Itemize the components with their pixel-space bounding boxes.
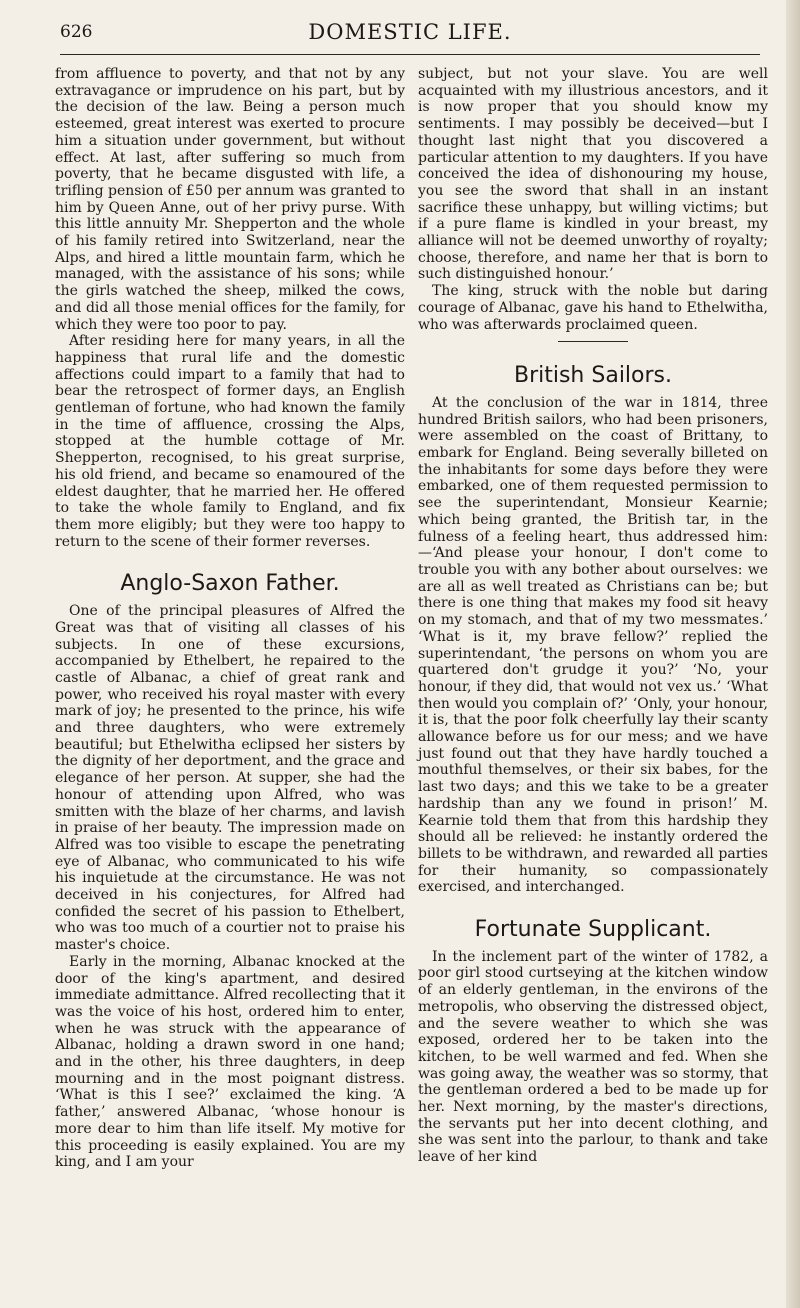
header-rule	[60, 54, 760, 55]
section-heading-british-sailors: British Sailors.	[513, 363, 673, 389]
page-number: 626	[60, 22, 93, 42]
paragraph: In the inclement part of the winter of 1782, a poor girl stood curtseying at the kitchen window of an elderly gentleman, in the environs of the metropolis, who observing the distressed object, and the severe weather to which she was exposed, ordered her to be taken into the kitchen, to be well warmed and fed. When she was going away, the weather was so stormy, that the gentleman ordered a bed to be made up for her. Next morning, by the master's directions, the servants put her into decent clothing, and she was sent into the parlour, to thank and take leave of her kind	[418, 948, 768, 1166]
paragraph: At the conclusion of the war in 1814, three hundred British sailors, who had been prisoners, were assembled on the coast of Brittany, to embark for England. Being severally billeted on the inhabitants for some days before they were embarked, one of them requested permission to see the superintendant, Monsieur Kearnie; which being granted, the British tar, in the fulness of a feeling heart, thus addressed him:—‘And please your honour, I don't come to trouble you with any bother about ourselves: we are all as well treated as Christians can be; but there is one thing that makes my food sit heavy on my stomach, and that of my two messmates.’ ‘What is it, my brave fellow?’ replied the superintendant, ‘the persons on whom you are quartered don't grudge it you?’ ‘No, your honour, if they did, that would not vex us.’ ‘What then would you complain of?’ ‘Only, your honour, it is, that the poor folk cheerfully lay their scanty allowance before us for our mess; and we have just found out that they have hardly touched a mouthful themselves, or their six babes, for the last two days; and this we take to be a greater hardship than any we found in prison!’ M. Kearnie told them that from this hardship they should all be relieved: he instantly ordered the billets to be withdrawn, and rewarded all parties for their humanity, so compassionately exercised, and interchanged.	[418, 394, 768, 896]
page-edge-shadow	[786, 0, 800, 1308]
section-heading-anglo-saxon-father: Anglo-Saxon Father.	[120, 571, 340, 597]
paragraph: subject, but not your slave. You are well acquainted with my illustrious ancestors, and it is now proper that you should know my sentiments. I may possibly be deceived—but I thought last night that you discovered a particular attention to my daughters. If you have conceived the idea of dishonouring my house, you see the sword that shall in an instant sacrifice these unhappy, but willing victims; but if a pure flame is kindled in your breast, my alliance will not be deemed unworthy of royalty; choose, therefore, and name her that is born to such distinguished honour.’	[418, 66, 768, 283]
right-column	[418, 66, 768, 1166]
paragraph: After residing here for many years, in all the happiness that rural life and the domestic affections could impart to a family that had to bear the retrospect of former days, an English gentleman of fortune, who had known the family in the time of affluence, crossing the Alps, stopped at the humble cottage of Mr. Shepperton, recognised, to his great surprise, his old friend, and became so enamoured of the eldest daughter, that he married her. He offered to take the whole family to England, and fix them more eligibly; but they were too happy to return to the scene of their former reverses.	[55, 333, 405, 550]
section-divider	[558, 341, 628, 342]
left-column	[55, 66, 405, 1171]
section-heading-fortunate-supplicant: Fortunate Supplicant.	[474, 917, 712, 943]
paragraph: The king, struck with the noble but daring courage of Albanac, gave his hand to Ethelwitha, who was afterwards proclaimed queen.	[418, 283, 768, 333]
paragraph: One of the principal pleasures of Alfred the Great was that of visiting all classes of his subjects. In one of these excursions, accompanied by Ethelbert, he repaired to the castle of Albanac, a chief of great rank and power, who received his royal master with every mark of joy; he presented to the prince, his wife and three daughters, who were extremely beautiful; but Ethelwitha eclipsed her sisters by the dignity of her deportment, and the grace and elegance of her person. At supper, she had the honour of attending upon Alfred, who was smitten with the blaze of her charms, and lavish in praise of her beauty. The impression made on Alfred was too visible to escape the penetrating eye of Albanac, who communicated to his wife his inquietude at the circumstance. He was not deceived in his conjectures, for Alfred had confided the secret of his passion to Ethelbert, who was too much of a courtier not to praise his master's choice.	[55, 603, 405, 954]
page-header	[60, 16, 760, 56]
paragraph: from affluence to poverty, and that not by any extravagance or imprudence on his part, but by the decision of the law. Being a person much esteemed, great interest was exerted to procure him a situation under government, but without effect. At last, after suffering so much from poverty, that he became disgusted with life, a trifling pension of £50 per annum was granted to him by Queen Anne, out of her privy purse. With this little annuity Mr. Shepperton and the whole of his family retired into Switzerland, near the Alps, and hired a little mountain farm, which he managed, with the assistance of his sons; while the girls watched the sheep, milked the cows, and did all those menial offices for the family, for which they were too poor to pay.	[55, 66, 405, 333]
running-title: DOMESTIC LIFE.	[308, 20, 512, 44]
paragraph: Early in the morning, Albanac knocked at the door of the king's apartment, and desired immediate admittance. Alfred recollecting that it was the voice of his host, ordered him to enter, when he was struck with the appearance of Albanac, holding a drawn sword in one hand; and in the other, his three daughters, in deep mourning and in the most poignant distress. ‘What is this I see?’ exclaimed the king. ‘A father,’ answered Albanac, ‘whose honour is more dear to him than life itself. My motive for this proceeding is easily explained. You are my king, and I am your	[55, 953, 405, 1171]
